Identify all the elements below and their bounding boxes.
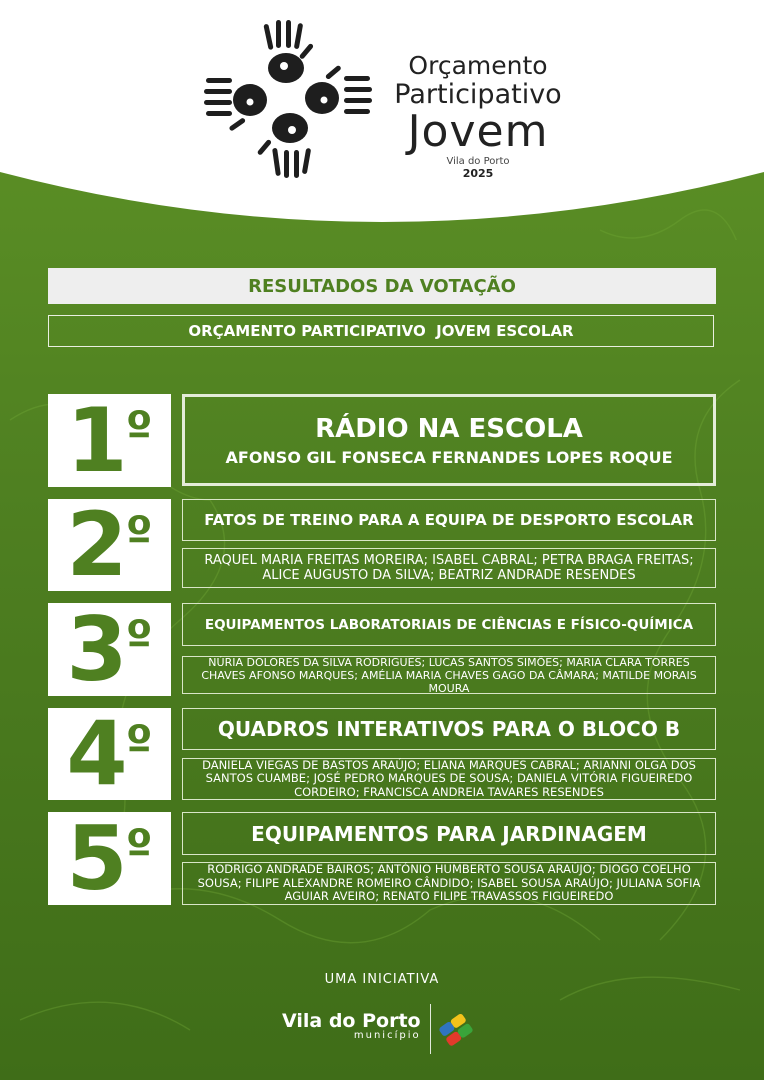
footer-brand <box>282 1010 421 1041</box>
project-authors: AFONSO GIL FONSECA FERNANDES LOPES ROQUE <box>225 447 673 467</box>
result-title-box-4 <box>182 708 716 750</box>
subtitle: ORÇAMENTO PARTICIPATIVO JOVEM ESCOLAR <box>48 315 714 347</box>
footer-brand-name: Vila do Porto <box>282 1010 421 1032</box>
project-title: EQUIPAMENTOS PARA JARDINAGEM <box>251 821 647 846</box>
logo-line-2: Participativo <box>394 79 562 110</box>
footer-divider <box>430 1004 431 1054</box>
rank-ordinal: º <box>125 402 153 458</box>
logo-wordmark <box>378 52 578 180</box>
project-title: QUADROS INTERATIVOS PARA O BLOCO B <box>217 717 681 741</box>
rank-number: 5 <box>66 806 126 910</box>
logo-year: 2025 <box>462 167 494 180</box>
rank-ordinal: º <box>125 716 153 772</box>
result-names-box-2 <box>182 548 716 588</box>
result-names-box-5 <box>182 862 716 905</box>
rank-ordinal: º <box>125 507 153 563</box>
project-title: FATOS DE TREINO PARA A EQUIPA DE DESPORTO ESCOLAR <box>204 511 694 529</box>
rank-number: 1 <box>66 388 126 492</box>
rank-number: 4 <box>66 702 126 805</box>
logo-line-3: Jovem <box>407 106 549 157</box>
rank-badge-4 <box>48 702 171 805</box>
footer-brand-sub: município <box>353 1030 421 1041</box>
footer-tagline: UMA INICIATIVA <box>324 972 440 987</box>
rank-badge-3 <box>48 597 171 701</box>
result-box-1 <box>182 394 716 486</box>
result-names-box-4 <box>182 758 716 800</box>
result-title-box-2 <box>182 499 716 541</box>
project-title: RÁDIO NA ESCOLA <box>315 413 583 444</box>
results-title: RESULTADOS DA VOTAÇÃO <box>48 268 716 304</box>
project-authors: RODRIGO ANDRADE BAIROS; ANTÓNIO HUMBERTO SOUSA ARAÚJO; DIOGO COELHO SOUSA; FILIPE ALEXANDRE ROMEIRO CÂNDIDO; ISABEL SOUSA ARAÚJO; JULIANA SOFIA AGUIAR AVEIRO; RENATO FILIPE TRAVASSOS FIGUEIREDO <box>197 862 701 904</box>
municipality-logo-icon <box>437 1010 485 1050</box>
project-authors: NÚRIA DOLORES DA SILVA RODRIGUES; LUCAS SANTOS SIMÕES; MARIA CLARA TORRES CHAVES AFONSO MARQUES; AMÉLIA MARIA CHAVES GAGO DA CÂMARA; MATILDE MORAIS MOURA <box>201 655 697 695</box>
project-authors: DANIELA VIEGAS DE BASTOS ARAÚJO; ELIANA MARQUES CABRAL; ARIANNI OLGA DOS SANTOS CUAMBE; JOSÉ PEDRO MARQUES DE SOUSA; DANIELA VITÓRIA FIGUEIREDO CORDEIRO; FRANCISCA ANDREIA TAVARES RESENDES <box>202 757 696 799</box>
rank-badge-1 <box>48 388 171 492</box>
rank-ordinal: º <box>125 611 153 667</box>
logo-place: Vila do Porto <box>446 156 510 167</box>
rank-badge-2 <box>48 493 171 596</box>
rank-ordinal: º <box>125 820 153 876</box>
rank-number: 2 <box>66 493 126 596</box>
project-title: EQUIPAMENTOS LABORATORIAIS DE CIÊNCIAS E FÍSICO-QUÍMICA <box>204 616 694 633</box>
result-names-box-3 <box>182 656 716 694</box>
rank-badge-5 <box>48 806 171 910</box>
rank-number: 3 <box>66 597 126 701</box>
result-title-box-3 <box>182 603 716 646</box>
hands-logo-icon <box>204 20 374 180</box>
logo-line-1: Orçamento <box>408 51 548 80</box>
result-title-box-5 <box>182 812 716 855</box>
project-authors: RAQUEL MARIA FREITAS MOREIRA; ISABEL CABRAL; PETRA BRAGA FREITAS; ALICE AUGUSTO DA SILVA; BEATRIZ ANDRADE RESENDES <box>204 553 694 583</box>
